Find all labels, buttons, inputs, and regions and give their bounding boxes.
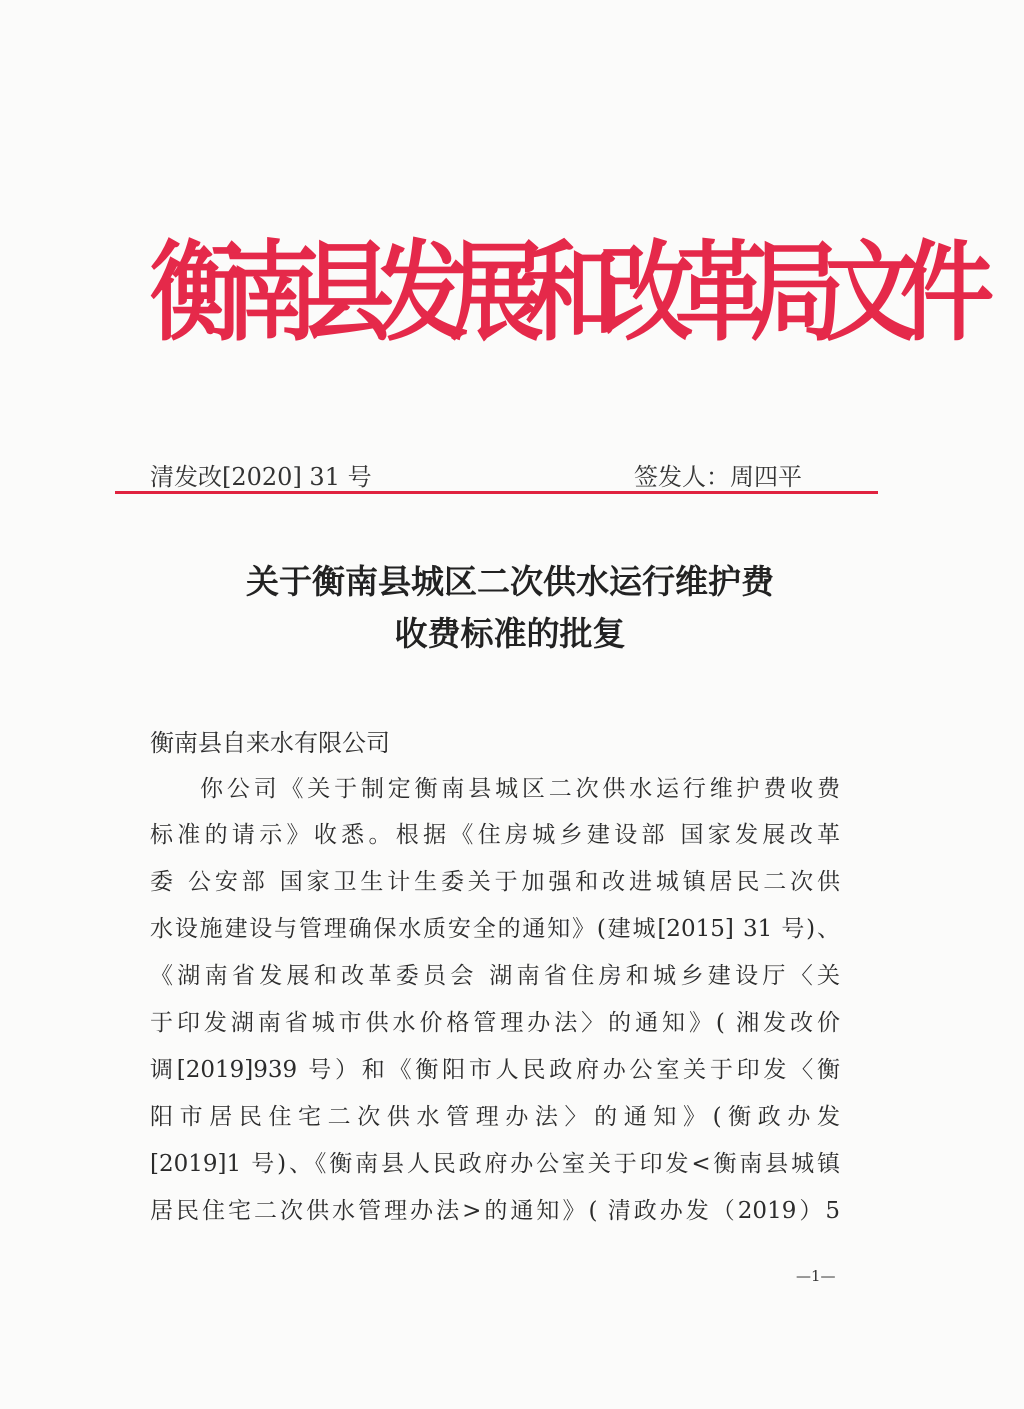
page-number: —1— [796,1267,836,1285]
body-line: 你公司《关于制定衡南县城区二次供水运行维护费收费 [200,776,840,802]
body-line: 委 公安部 国家卫生计生委关于加强和改进城镇居民二次供 [150,869,840,895]
body-line: 调[2019]939 号）和《衡阳市人民政府办公室关于印发〈衡 [150,1057,840,1083]
body-line: 标准的请示》收悉。根据《住房城乡建设部 国家发展改革 [150,822,840,848]
body-line: 《湖南省发展和改革委员会 湖南省住房和城乡建设厅〈关 [150,963,840,989]
document-number: 清发改[2020] 31 号 [150,463,372,491]
addressee: 衡南县自来水有限公司 [150,729,390,757]
body-line: 居民住宅二次供水管理办法>的通知》( 清政办发（2019）5 [150,1198,840,1224]
agency-masthead-title: 衡南县发展和改革局文件 [150,229,976,357]
body-line: 于印发湖南省城市供水价格管理办法〉的通知》( 湘发改价 [150,1010,840,1036]
red-divider-rule [115,491,878,494]
document-title-line-1: 关于衡南县城区二次供水运行维护费 [246,562,774,601]
body-line: 水设施建设与管理确保水质安全的通知》(建城[2015] 31 号)、 [150,916,840,942]
body-line: 阳市居民住宅二次供水管理办法〉的通知》(衡政办发 [150,1104,840,1130]
body-line: [2019]1 号)、《衡南县人民政府办公室关于印发<衡南县城镇 [150,1151,840,1177]
document-title-line-2: 收费标准的批复 [394,614,626,653]
signer-label: 签发人：周四平 [634,463,802,491]
